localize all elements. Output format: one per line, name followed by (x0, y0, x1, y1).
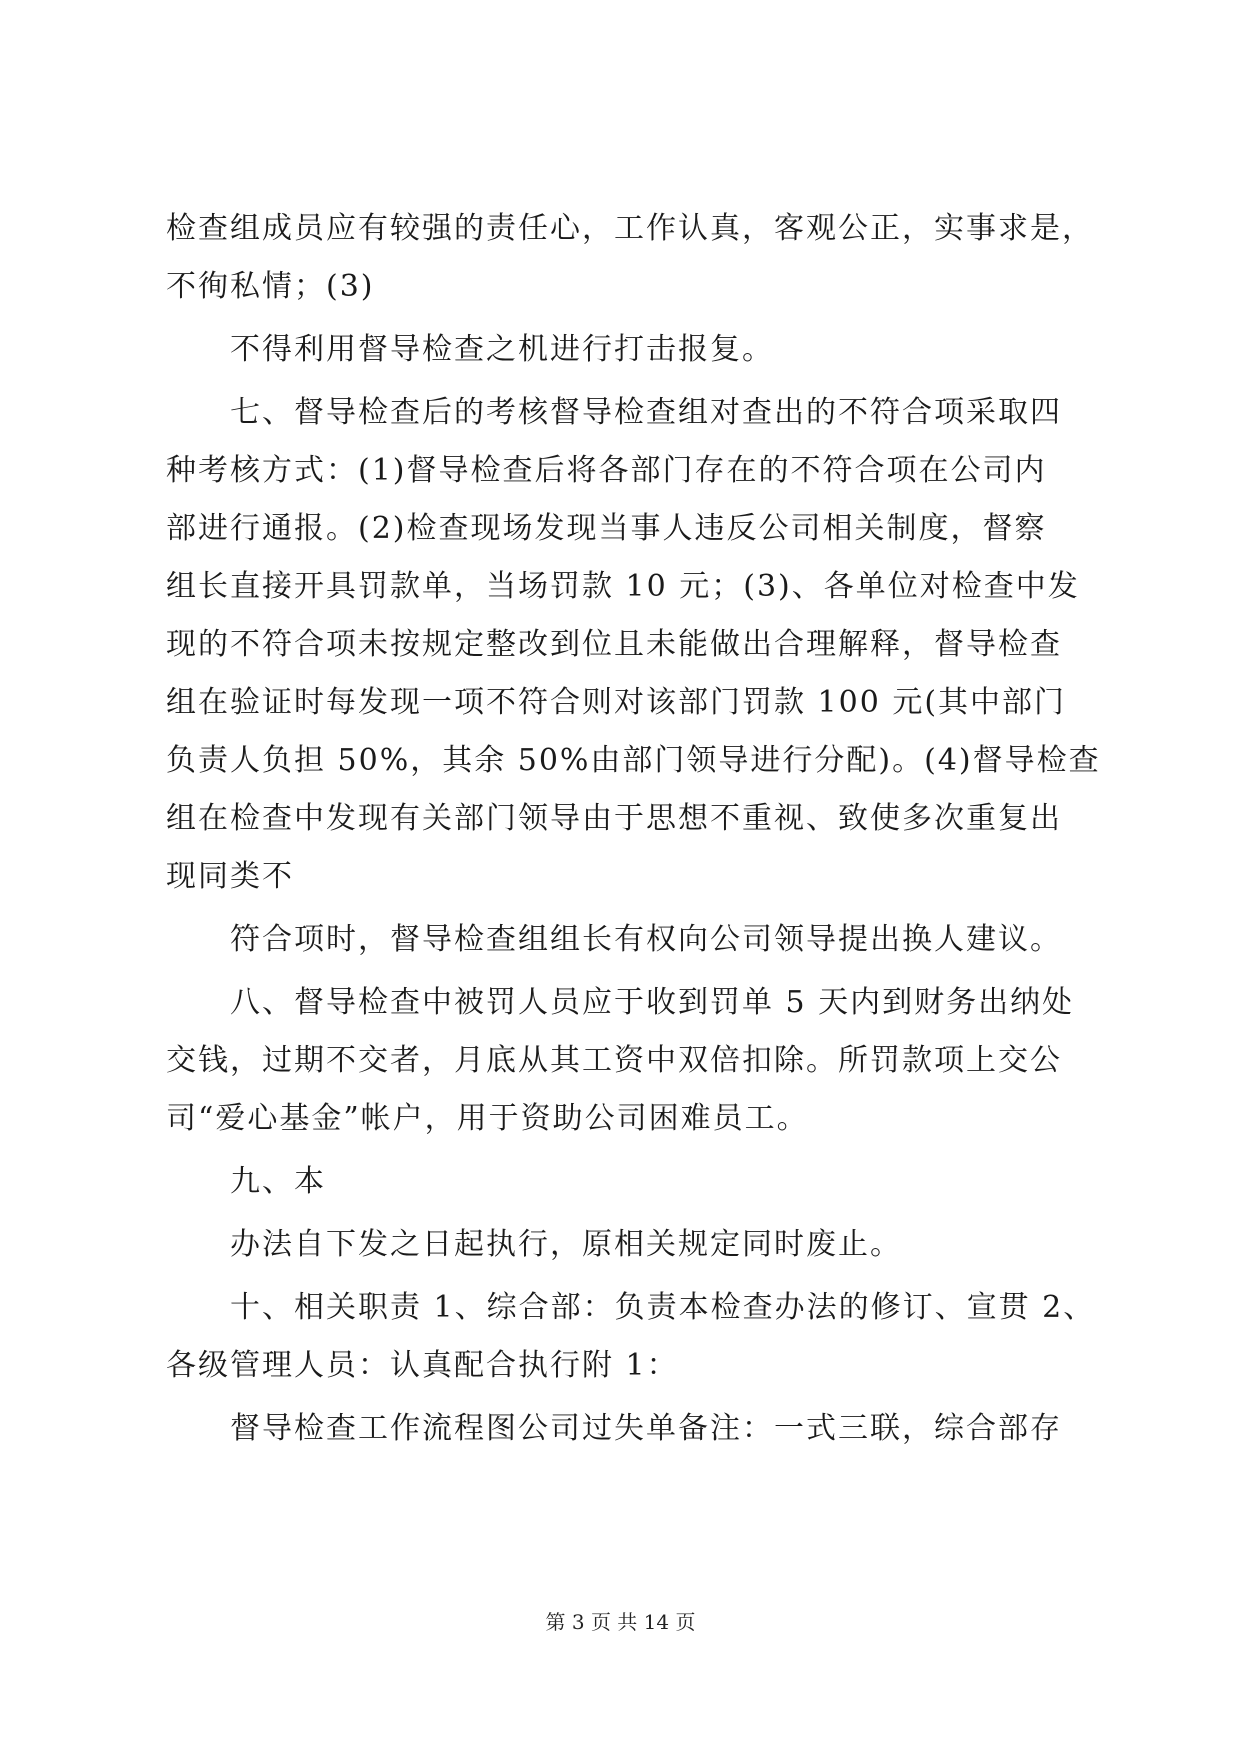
body-line: 组在检查中发现有关部门领导由于思想不重视、致使多次重复出 (166, 801, 1062, 836)
body-line: 督导检查工作流程图公司过失单备注：一式三联，综合部存 (230, 1411, 1062, 1446)
body-line: 现同类不 (166, 859, 294, 894)
body-line: 符合项时，督导检查组组长有权向公司领导提出换人建议。 (230, 922, 1062, 957)
body-line: 八、督导检查中被罚人员应于收到罚单 5 天内到财务出纳处 (230, 985, 1075, 1020)
body-line: 检查组成员应有较强的责任心，工作认真，客观公正，实事求是， (166, 211, 1094, 246)
body-line: 十、相关职责 1、综合部：负责本检查办法的修订、宣贯 2、 (230, 1290, 1096, 1325)
body-line: 各级管理人员：认真配合执行附 1： (166, 1348, 679, 1383)
body-line: 现的不符合项未按规定整改到位且未能做出合理解释，督导检查 (166, 627, 1062, 662)
body-line: 不徇私情；(3) (166, 269, 375, 304)
body-line: 交钱，过期不交者，月底从其工资中双倍扣除。所罚款项上交公 (166, 1043, 1062, 1078)
body-line: 七、督导检查后的考核督导检查组对查出的不符合项采取四 (230, 395, 1062, 430)
body-line: 部进行通报。(2)检查现场发现当事人违反公司相关制度，督察 (166, 511, 1047, 546)
body-line: 组在验证时每发现一项不符合则对该部门罚款 100 元(其中部门 (166, 685, 1067, 720)
body-line: 负责人负担 50%，其余 50%由部门领导进行分配)。(4)督导检查 (166, 743, 1101, 778)
body-line: 九、本 (230, 1164, 326, 1199)
body-line: 办法自下发之日起执行，原相关规定同时废止。 (230, 1227, 902, 1262)
body-line: 不得利用督导检查之机进行打击报复。 (230, 332, 774, 367)
body-line: 组长直接开具罚款单，当场罚款 10 元；(3)、各单位对检查中发 (166, 569, 1080, 604)
body-line: 司“爱心基金”帐户，用于资助公司困难员工。 (166, 1101, 809, 1136)
body-line: 种考核方式：(1)督导检查后将各部门存在的不符合项在公司内 (166, 453, 1047, 488)
page-number-footer: 第 3 页 共 14 页 (545, 1610, 696, 1634)
